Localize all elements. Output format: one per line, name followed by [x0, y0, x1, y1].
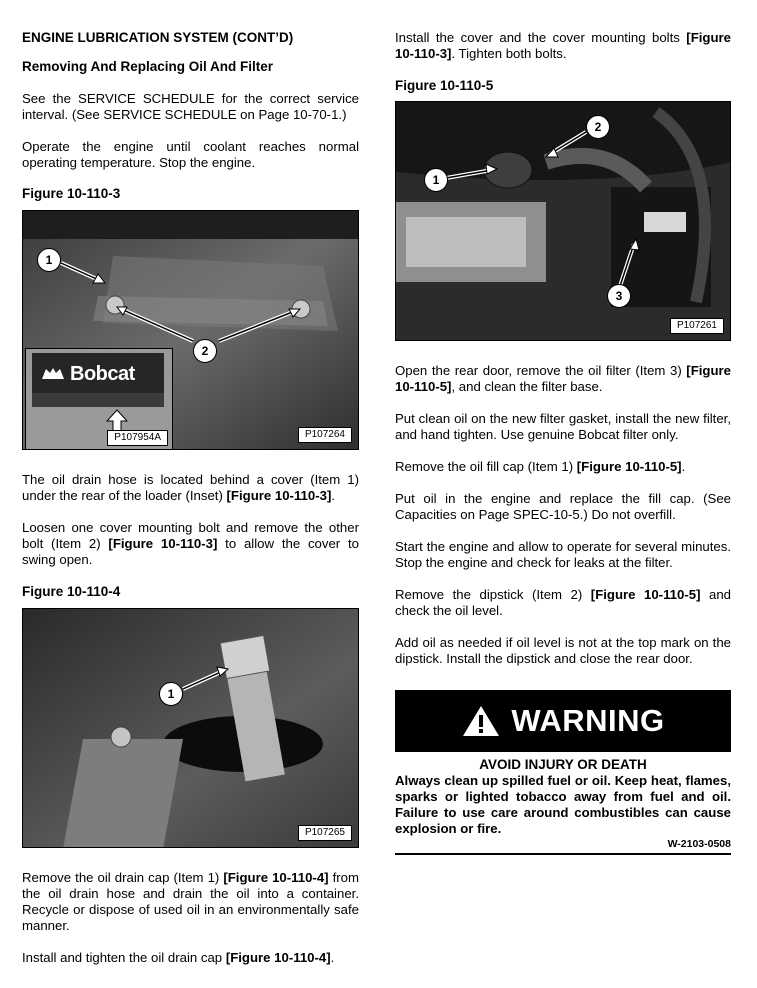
paragraph-remove-dipstick: Remove the dipstick (Item 2) [Figure 10-110-5] and check the oil level. — [395, 587, 731, 618]
warning-title: WARNING — [511, 703, 665, 738]
paragraph-start-engine: Start the engine and allow to operate for several minutes. Stop the engine and check for leaks at the filter. — [395, 539, 731, 570]
inset-logo-text: Bobcat — [70, 363, 135, 385]
figure-5-callout-1: 1 — [424, 168, 448, 192]
paragraph-remove-drain-cap: Remove the oil drain cap (Item 1) [Figure 10-110-4] from the oil drain hose and drain the oil into a container. Recycle or dispose of used oil in an environmentally safe manner. — [22, 870, 359, 933]
figure-5-leader-lines — [396, 102, 731, 341]
warning-triangle-icon — [461, 704, 501, 738]
paragraph-put-oil: Put oil in the engine and replace the fill cap. (See Capacities on Page SPEC-10-5.) Do not overfill. — [395, 491, 731, 522]
warning-banner — [395, 690, 731, 752]
figure-3-label: Figure 10-110-3 — [22, 186, 121, 201]
figure-3-photo — [22, 210, 359, 450]
figure-4-photo-code: P107265 — [298, 825, 352, 841]
bobcat-logo-icon — [40, 365, 66, 383]
figure-5-photo — [395, 101, 731, 341]
paragraph-add-oil: Add oil as needed if oil level is not at the top mark on the dipstick. Install the dipstick and close the rear door. — [395, 635, 731, 666]
paragraph-drain-hose: The oil drain hose is located behind a cover (Item 1) under the rear of the loader (Inset) [Figure 10-110-3]. — [22, 472, 359, 503]
warning-code: W-2103-0508 — [667, 838, 731, 850]
subsection-title: Removing And Replacing Oil And Filter — [22, 59, 274, 74]
paragraph-remove-fill-cap: Remove the oil fill cap (Item 1) [Figure 10-110-5]. — [395, 459, 686, 474]
warning-subtitle: AVOID INJURY OR DEATH — [479, 757, 647, 772]
inset-photo-code: P107954A — [107, 430, 168, 446]
warning-body: Always clean up spilled fuel or oil. Keep heat, flames, sparks or lighted tobacco away from fuel and oil. Failure to use care around combustibles can cause explosion or fire. — [395, 773, 731, 836]
figure-3-inset — [25, 348, 173, 450]
section-title: ENGINE LUBRICATION SYSTEM (CONT’D) — [22, 30, 294, 45]
figure-5-label: Figure 10-110-5 — [395, 78, 494, 93]
figure-3-photo-code: P107264 — [298, 427, 352, 443]
figure-5-callout-3: 3 — [607, 284, 631, 308]
paragraph-clean-oil-gasket: Put clean oil on the new filter gasket, install the new filter, and hand tighten. Use genuine Bobcat filter only. — [395, 411, 731, 442]
figure-4-callout-1: 1 — [159, 682, 183, 706]
figure-4-label: Figure 10-110-4 — [22, 584, 121, 599]
warning-bottom-rule — [395, 853, 731, 855]
paragraph-loosen-bolt: Loosen one cover mounting bolt and remove the other bolt (Item 2) [Figure 10-110-3] to allow the cover to swing open. — [22, 520, 359, 567]
paragraph-install-drain-cap: Install and tighten the oil drain cap [Figure 10-110-4]. — [22, 950, 335, 965]
paragraph-install-cover: Install the cover and the cover mounting bolts [Figure 10-110-3]. Tighten both bolts. — [395, 30, 731, 61]
figure-5-callout-2: 2 — [586, 115, 610, 139]
figure-3-callout-1: 1 — [37, 248, 61, 272]
figure-3-callout-2: 2 — [193, 339, 217, 363]
paragraph-open-rear-door: Open the rear door, remove the oil filter (Item 3) [Figure 10-110-5], and clean the filter base. — [395, 363, 731, 394]
paragraph-service-interval: See the SERVICE SCHEDULE for the correct service interval. (See SERVICE SCHEDULE on Page 10-70-1.) — [22, 91, 359, 122]
figure-5-photo-code: P107261 — [670, 318, 724, 334]
figure-4-photo — [22, 608, 359, 848]
paragraph-operate-engine: Operate the engine until coolant reaches normal operating temperature. Stop the engine. — [22, 139, 359, 170]
figure-4-leader-lines — [23, 609, 359, 848]
